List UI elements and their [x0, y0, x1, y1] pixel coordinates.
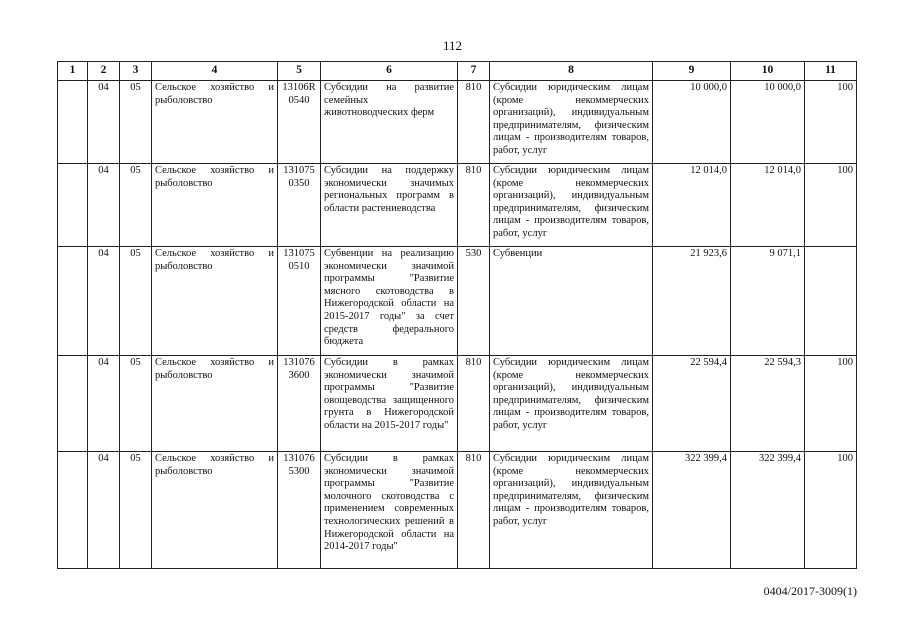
table-row — [58, 247, 857, 356]
header-row — [58, 62, 857, 81]
target-article-cell: 131075 0350 — [278, 164, 321, 247]
expense-type-name-cell: Субвенции — [490, 247, 653, 356]
subsection-code-cell: 05 — [120, 247, 152, 356]
percent-cell — [805, 247, 857, 356]
expense-type-code-cell: 810 — [458, 164, 490, 247]
table-row — [58, 356, 857, 452]
target-article-cell: 131075 0510 — [278, 247, 321, 356]
row-number-cell — [58, 247, 88, 356]
plan-amount-cell: 12 014,0 — [653, 164, 731, 247]
section-code-cell: 04 — [88, 164, 120, 247]
plan-amount-cell: 22 594,4 — [653, 356, 731, 452]
section-name-cell: Сельское хозяйство и рыболовство — [152, 164, 278, 247]
subsection-code-cell: 05 — [120, 81, 152, 164]
actual-amount-cell: 10 000,0 — [731, 81, 805, 164]
column-header: 8 — [490, 62, 653, 81]
expense-type-code-cell: 530 — [458, 247, 490, 356]
actual-amount-cell: 22 594,3 — [731, 356, 805, 452]
column-header: 4 — [152, 62, 278, 81]
column-header: 10 — [731, 62, 805, 81]
actual-amount-cell: 9 071,1 — [731, 247, 805, 356]
budget-table — [57, 61, 857, 569]
section-code-cell: 04 — [88, 356, 120, 452]
plan-amount-cell: 322 399,4 — [653, 452, 731, 569]
plan-amount-cell: 10 000,0 — [653, 81, 731, 164]
row-number-cell — [58, 81, 88, 164]
target-article-cell: 131076 3600 — [278, 356, 321, 452]
section-name-cell: Сельское хозяйство и рыболовство — [152, 247, 278, 356]
table-row — [58, 81, 857, 164]
article-name-cell: Субсидии на развитие семейных животноводческих ферм — [321, 81, 458, 164]
section-code-cell: 04 — [88, 247, 120, 356]
column-header: 3 — [120, 62, 152, 81]
article-name-cell: Субсидии в рамках экономически значимой программы "Развитие молочного скотоводства с применением современных технологических решений в Нижегородской области на 2014-2017 годы" — [321, 452, 458, 569]
expense-type-name-cell: Субсидии юридическим лицам (кроме некоммерческих организаций), индивидуальным предпринимателям, физическим лицам - производителям товаров, работ, услуг — [490, 164, 653, 247]
document-code: 0404/2017-3009(1) — [763, 584, 857, 598]
expense-type-name-cell: Субсидии юридическим лицам (кроме некоммерческих организаций), индивидуальным предпринимателям, физическим лицам - производителям товаров, работ, услуг — [490, 356, 653, 452]
expense-type-name-cell: Субсидии юридическим лицам (кроме некоммерческих организаций), индивидуальным предпринимателям, физическим лицам - производителям товаров, работ, услуг — [490, 452, 653, 569]
subsection-code-cell: 05 — [120, 452, 152, 569]
row-number-cell — [58, 452, 88, 569]
section-code-cell: 04 — [88, 81, 120, 164]
section-name-cell: Сельское хозяйство и рыболовство — [152, 81, 278, 164]
expense-type-code-cell: 810 — [458, 356, 490, 452]
column-header: 1 — [58, 62, 88, 81]
target-article-cell: 13106R 0540 — [278, 81, 321, 164]
subsection-code-cell: 05 — [120, 356, 152, 452]
actual-amount-cell: 322 399,4 — [731, 452, 805, 569]
column-header: 2 — [88, 62, 120, 81]
target-article-cell: 131076 5300 — [278, 452, 321, 569]
plan-amount-cell: 21 923,6 — [653, 247, 731, 356]
row-number-cell — [58, 164, 88, 247]
percent-cell: 100 — [805, 164, 857, 247]
percent-cell: 100 — [805, 452, 857, 569]
row-number-cell — [58, 356, 88, 452]
section-name-cell: Сельское хозяйство и рыболовство — [152, 356, 278, 452]
column-header: 11 — [805, 62, 857, 81]
table-row — [58, 452, 857, 569]
column-header: 9 — [653, 62, 731, 81]
section-code-cell: 04 — [88, 452, 120, 569]
column-header: 6 — [321, 62, 458, 81]
article-name-cell: Субвенции на реализацию экономически значимой программы "Развитие мясного скотоводства в Нижегородской области на 2015-2017 годы" за счет средств федерального бюджета — [321, 247, 458, 356]
subsection-code-cell: 05 — [120, 164, 152, 247]
article-name-cell: Субсидии на поддержку экономически значимых региональных программ в области растениеводства — [321, 164, 458, 247]
section-name-cell: Сельское хозяйство и рыболовство — [152, 452, 278, 569]
column-header: 7 — [458, 62, 490, 81]
percent-cell: 100 — [805, 81, 857, 164]
percent-cell: 100 — [805, 356, 857, 452]
article-name-cell: Субсидии в рамках экономически значимой программы "Развитие овощеводства защищенного грунта в Нижегородской области на 2015-2017 годы" — [321, 356, 458, 452]
expense-type-name-cell: Субсидии юридическим лицам (кроме некоммерческих организаций), индивидуальным предпринимателям, физическим лицам - производителям товаров, работ, услуг — [490, 81, 653, 164]
table-row — [58, 164, 857, 247]
expense-type-code-cell: 810 — [458, 452, 490, 569]
column-header: 5 — [278, 62, 321, 81]
expense-type-code-cell: 810 — [458, 81, 490, 164]
actual-amount-cell: 12 014,0 — [731, 164, 805, 247]
page-number: 112 — [442, 38, 463, 53]
